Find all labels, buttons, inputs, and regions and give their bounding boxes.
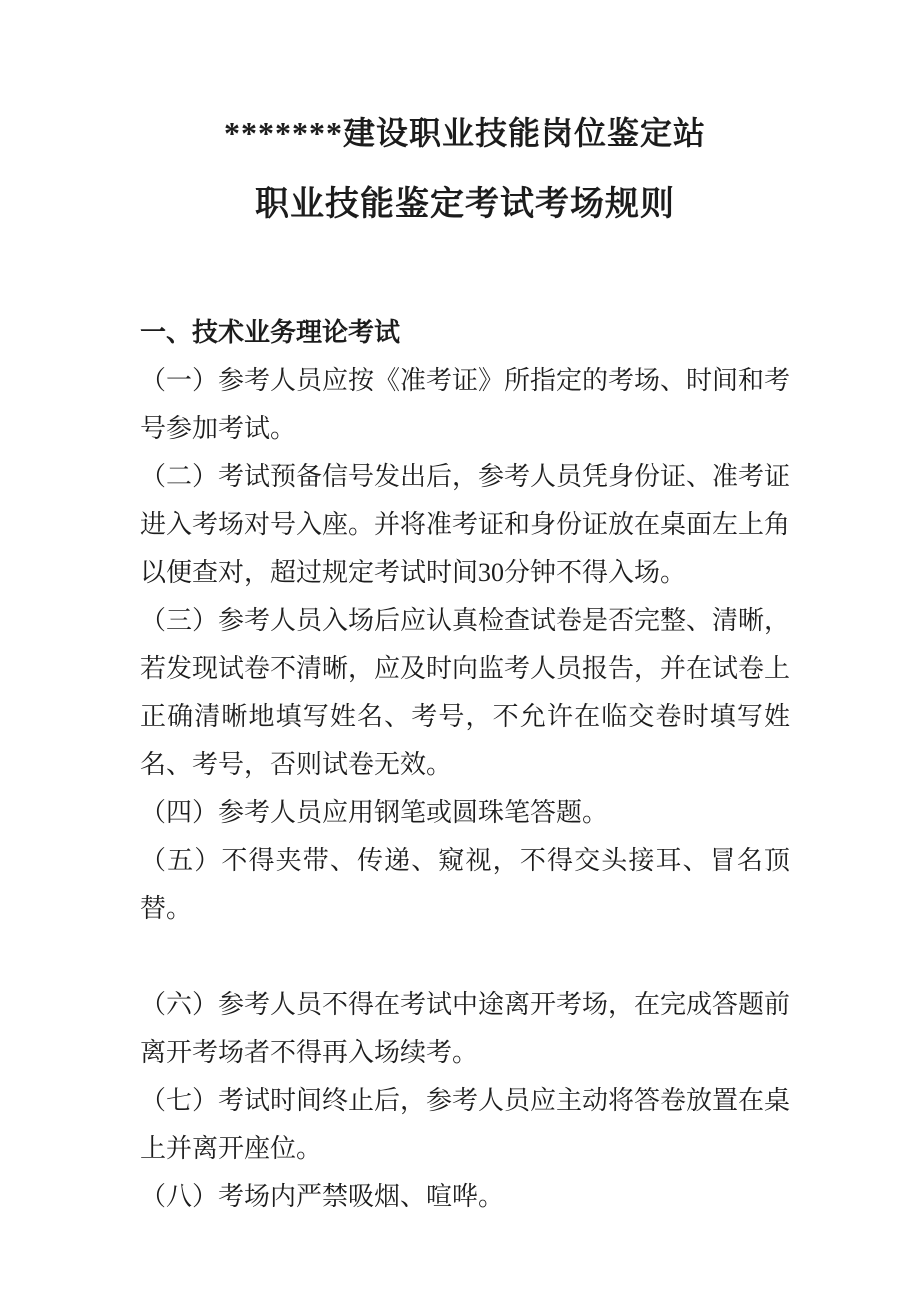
document-title-line2: 职业技能鉴定考试考场规则: [255, 186, 675, 223]
section-heading: 一、技术业务理论考试: [140, 318, 401, 347]
rule-paragraph-6: （六）参考人员不得在考试中途离开考场，在完成答题前离开考场者不得再入场续考。: [140, 990, 791, 1067]
document-title-line1: *******建设职业技能岗位鉴定站: [223, 115, 706, 151]
blank-line: [140, 933, 790, 981]
rule-paragraph-7: （七）考试时间终止后，参考人员应主动将答卷放置在桌上并离开座位。: [140, 1086, 791, 1163]
rule-paragraph-4: （四）参考人员应用钢笔或圆珠笔答题。: [140, 798, 609, 827]
rule-paragraph-5: （五）不得夹带、传递、窥视，不得交头接耳、冒名顶替。: [140, 846, 790, 923]
rule-paragraph-1: （一）参考人员应按《准考证》所指定的考场、时间和考号参加考试。: [140, 366, 791, 443]
rule-paragraph-2: （二）考试预备信号发出后，参考人员凭身份证、准考证进入考场对号入座。并将准考证和身份证放在桌面左上角以便查对，超过规定考试时间30分钟不得入场。: [140, 462, 791, 587]
rule-paragraph-8: （八）考场内严禁吸烟、喧哗。: [140, 1182, 505, 1211]
rule-paragraph-3: （三）参考人员入场后应认真检查试卷是否完整、清晰，若发现试卷不清晰，应及时向监考人员报告，并在试卷上正确清晰地填写姓名、考号，不允许在临交卷时填写姓名、考号，否则试卷无效。: [140, 606, 791, 779]
